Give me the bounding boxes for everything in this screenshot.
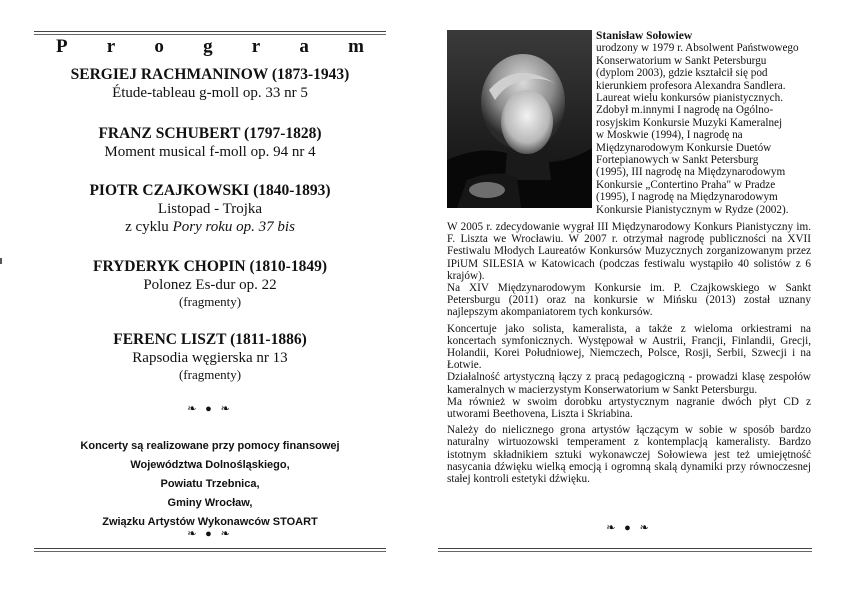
composer-name: FERENC LISZT (1811-1886) [113, 331, 307, 348]
program-letter: o [154, 36, 164, 57]
program-letter: r [251, 36, 261, 57]
ornament-divider: ❧ ● ❧ [187, 528, 233, 540]
bio-line: Fortepianowych w Sankt Petersburg [596, 154, 759, 167]
pianist-photo [447, 30, 592, 208]
program-letter: a [299, 36, 309, 57]
sponsor-line: Województwa Dolnośląskiego, [130, 459, 290, 471]
bio-line: Konserwatorium w Sankt Petersburgu [596, 54, 767, 67]
work-title: Polonez Es-dur op. 22 [143, 277, 277, 293]
work-note: (fragmenty) [178, 294, 242, 309]
work-title: Étude-tableau g-moll op. 33 nr 5 [112, 85, 308, 101]
bio-paragraph: Działalność artystyczną łączy z pracą pedagogiczną - prowadzi klasę zespołów kameralnych w macierzystym Konserwatorium w Sankt Petersburgu. [447, 371, 811, 396]
bio-intro [596, 30, 811, 216]
work-title: Rapsodia węgierska nr 13 [132, 350, 288, 366]
ornament-divider: ❧ ● ❧ [187, 403, 233, 415]
composer-name: FRYDERYK CHOPIN (1810-1849) [93, 258, 327, 275]
cycle-prefix: z cyklu [125, 219, 173, 235]
composer-name: PIOTR CZAJKOWSKI (1840-1893) [89, 182, 331, 199]
bio-line: (dyplom 2003), gdzie kształcił się pod [596, 67, 768, 80]
bio-line: Międzynarodowym Konkursie Duetów [596, 141, 772, 154]
bio-paragraph: Koncertuje jako solista, kameralista, a także z wieloma orkiestrami na koncertach symfonicznych. Występował w Austrii, Francji, Finlandii, Grecji, Holandii, Korei Południowej, Niemczech, Polsce, Rosji, Serbii, Szwecji i na Łotwie. [447, 322, 811, 372]
bio-line: Konkursie „Contertino Praha" w Pradze [596, 178, 776, 191]
sponsor-line: Gminy Wrocław, [167, 497, 253, 509]
sponsor-line: Koncerty są realizowane przy pomocy finansowej [80, 440, 340, 452]
left-bottom-rule [34, 548, 386, 552]
bio-line: (1995), I nagrodę na Międzynarodowym [596, 191, 778, 204]
left-top-rule [34, 31, 386, 35]
bio-line: rosyjskim Konkursie Muzyki Kameralnej [596, 116, 783, 129]
pianist-portrait-image [447, 30, 592, 208]
program-piece-chopin [34, 257, 386, 309]
bio-paragraph: W 2005 r. zdecydowanie wygrał III Międzynarodowy Konkurs Pianistyczny im. F. Liszta we Wrocławiu. W 2007 r. otrzymał nagrodę publiczności na XVII Festiwalu Młodych Laureatów Konkursów Muzycznych zorganizowanym przez IPiUM SILESIA w Katowicach (podczas festiwalu wystąpiło 40 solistów z 6 krajów). [447, 221, 811, 282]
program-letter: g [203, 36, 213, 57]
bio-line: Laureat wielu konkursów pianistycznych. [596, 92, 784, 105]
work-cycle [34, 218, 386, 236]
bio-line: Konkursie Pianistycznym w Rydze (2002). [596, 203, 789, 216]
program-piece-liszt [34, 330, 386, 382]
program-piece-schubert [34, 124, 386, 161]
sponsor-line: Związku Artystów Wykonawców STOART [102, 516, 318, 528]
program-letter: r [106, 36, 116, 57]
program-letter: P [56, 36, 68, 57]
bio-paragraph: Należy do nielicznego grona artystów łączącym w sobie w sposób bardzo naturalny wirtuozowski temperament z kontemplacją kameralisty. Bardzo istotnym składnikiem sztuki wykonawczej Sołowiewa jest też umiejętność nasycania dźwięku wielką emocją i ogromną skalą dynamiki przy równoczesnej stałej kontroli estetyki dźwięku. [447, 424, 811, 486]
program-piece-czajkowski [34, 181, 386, 236]
bio-line: urodzony w 1979 r. Absolwent Państwowego [596, 42, 799, 55]
bio-line: (1995), III nagrodę na Międzynarodowym [596, 166, 786, 179]
program-piece-rachmaninow [34, 65, 386, 102]
bio-paragraph: Na XIV Międzynarodowym Konkursie im. P. Czajkowskiego w Sankt Petersburgu (2011) oraz na konkursie w Mińsku (2013) został uznany najlepszym akompaniatorem tych konkursów. [447, 282, 811, 319]
work-note: (fragmenty) [178, 367, 242, 382]
sponsor-line: Powiatu Trzebnica, [160, 478, 260, 490]
work-title: Listopad - Trojka [157, 201, 263, 217]
cycle-title: Pory roku op. 37 bis [172, 219, 295, 235]
program-title [34, 36, 386, 58]
program-letter: m [348, 36, 364, 57]
composer-name: FRANZ SCHUBERT (1797-1828) [98, 125, 322, 142]
work-title: Moment musical f-moll op. 94 nr 4 [104, 144, 316, 160]
page-crop-mark [0, 258, 2, 264]
right-bottom-rule [438, 548, 812, 552]
bio-body [447, 221, 811, 485]
bio-line: kierunkiem profesora Alexandra Sandlera. [596, 79, 786, 92]
bio-paragraph: Ma również w swoim dorobku artystycznym nagranie dwóch płyt CD z utworami Beethovena, Liszta i Skriabina. [447, 395, 811, 421]
sponsors-block [34, 437, 386, 532]
bio-line: Zdobył m.innymi I nagrodę na Ogólno- [596, 104, 774, 117]
pianist-name: Stanisław Sołowiew [596, 30, 693, 42]
ornament-divider: ❧ ● ❧ [606, 522, 652, 534]
bio-line: w Moskwie (1994), I nagrodę na [596, 129, 743, 142]
composer-name: SERGIEJ RACHMANINOW (1873-1943) [70, 66, 350, 83]
